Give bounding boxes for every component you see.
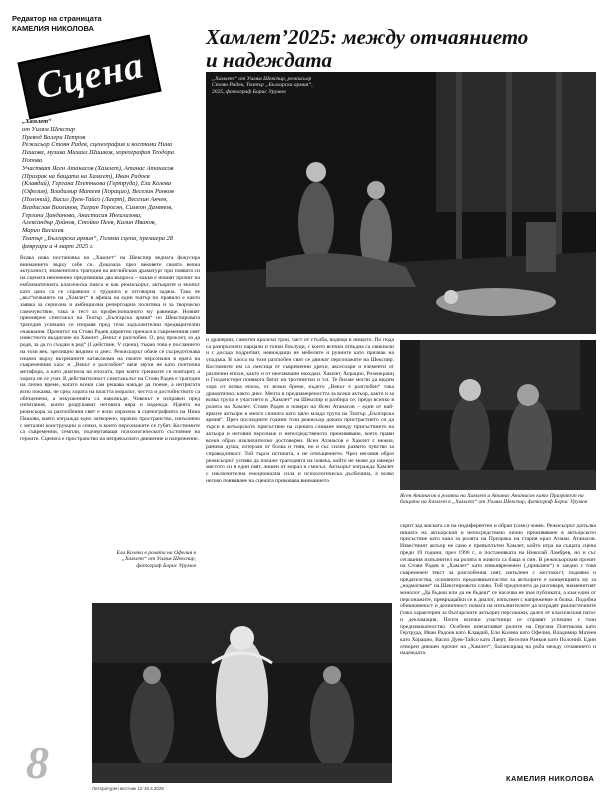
article-column-1: Всяка нова постановка на „Хамлет“ на Шекспир веднага фокусира вниманието върху себе си. Доказала през вековете своята вечна актуалност, знаменитата трагедия на английския драматург при появата си на сцената неизменно предизвиква два въпроса – какъв е новият прочит на емблематичната класическа пиеса и как режисьорът, актьорите и екипът като цяло са се справили с трудната и отговорна задача. Така че „вкл“ючването на „Хамлет“ в афиша на един театър по правило е както заявка за сериозна и амбициозна репертоарна политика и за творческо самочувствие, така и тест за професионалното му равнище. Новият премиерен спектакъл на Театър „Българска армия“ по Шекспировата трагедия успешно се изправя пред тези задължителни предварителни очаквания. Прочитът на Стоян Радев директно пренася в съвременния свят известното въздигане на Хамлет „Векът е разглобен. О, ред проклет, аз да родя, за да го създам в ред“ (I действие, V сцена), тъкмо това е посланието на този век, зрелищно видимо и днес. Режисьорът обаче се съсредоточава изцяло върху вътрешните катаклизми на своите персонажи в ерата на съвременния хаос и „Векът е разглобен“ вече звучи не като поетична метафора, а като диагноза на епохата, при която грешките се повтарят, а хората не се учат. В действителност спектакълът на Стоян Радев е трагедия на лично време, когато всеки сам решава накъде да поеме, а интригата ясно показва, че сред хората на властта моралът, честта и достойнството са обезценени, а изкушенията са навсякъде. Човекът е изправен пред изпитания, които разрушават неговата вяра и надежда. Идеята на режисьора за разглобения свят е ясно изразена в сценографията на Нина Пашова, която изгражда едно затворено, мрачно пространство, изпълнено с метални конструкции и сенки, в които персонажите се губят. Костюмите са съвременни, семпли, подчертаващи психологическото състояние на героите. Сцената е пространство на непрекъснато движение и напрежение. bbox=[20, 255, 200, 442]
photo-ophelia bbox=[92, 603, 392, 783]
headline-line-2: и надеждата bbox=[206, 48, 333, 72]
photo-3-caption: Ели Колева в ролята на Офелия в „Хамлет“ от Уилям Шекспир, фотограф Борис Урумов bbox=[116, 550, 196, 569]
credits-author: от Уилям Шекспир bbox=[22, 125, 75, 133]
photo-2-caption: Ясен Атанасов в ролята на Хамлет и Атанас Атанасов като Призракът на бащата на Хамлет в „Хамлет“ от Уилям Шекспир, фотограф Борис Урумов bbox=[400, 493, 588, 506]
credits-venue: Театър „Българска армия“, Голяма сцена, премиера 28 февруари и 4 март 2025 г. bbox=[22, 234, 173, 250]
editor-role: Редактор на страницата bbox=[12, 14, 102, 23]
publication-footer: Литературен вестник 12-18.3.2025 bbox=[92, 786, 164, 791]
article-column-3: скрит зад маската си на индиферентен и обран (само) човек. Режисьорът допълва нишата на актьорския и непосредствено лично преживяване в актьорското присъствие като канa за ролята на Призрака на стария крал Атанас Атанасов. Известният актьор не само е превъплътен Хамлет, който игра на същата сцена преди 19 години, през 1996 г., в постановката на Николай Ламбрев, но и със сегашния изпълнител на ролята в живота са баща и син. В режисьорския прочит на Стоян Радев в „Хамлет“ като извънвременен („приказен“) и заедно с това съвременен текст за разглобения свят, изпълнен с жестокост, подмяна и предателства, основното предизвикателство за актьорите е концепцията му за „надмогване“ на Шекспировото слово. Той предпочита да разговаря, знаменитият монолог „Да бъдеш или да не бъдеш“ се насочва не към публиката, а към един от персонажите, превръщайки се в диалог, изпълнен с напрежение и болка. Подобна обикновеност и делничност помага на изпълнителите да изградят реалистичните (така характерни за българските актьори) персонажи, далеч от класическия патос и декламация. Почти всички участници се справят успешно с тази предизвикателство. Особено впечатляват ролите на Гергана Плетньова като Гертруда, Иван Радоев като Клавдий, Ели Колева като Офелия, Владимир Матеев като Хорацио, Васил Дуев-Тайсо като Лаерт, Веселин Ранков като Полоний. Един отворен днешен прочит на „Хамлет“, балансиращ на ръба между отчаянието и надеждата. bbox=[400, 523, 596, 657]
photo-1-caption: „Хамлет“ от Уилям Шекспир, режисьор Стоян Радев, Театър „Българска армия“, 2025, фотограф Борис Урумов bbox=[212, 76, 313, 95]
photo-ophelia-graphic bbox=[92, 603, 392, 783]
article-signature: КАМЕЛИЯ НИКОЛОВА bbox=[506, 774, 595, 783]
credits-cast: Участват Ясен Атанасов (Хамлет), Атанас Атанасов (Призрак на бащата на Хамлет), Иван Радоев (Клавдий), Гергана Плетньова (Гертруда), Ели Колева (Офелия), Владимир Матеев (Хорацио), Веселин Ранков (Полоний), Васил Дуев-Тайсо (Лаерт), Веселин Анчев, Владислав Виолинов, Тигран Торосян, Симеон Дамянов, Гергана Данданова, Анастасия Ингилизова, Александър Дойнов, Стойко Пеев, Калин Иванов, Марио Василев. bbox=[22, 164, 174, 235]
article-headline bbox=[206, 26, 596, 72]
stage-photo-main bbox=[206, 72, 596, 334]
photo-hamlet-and-ghost-graphic bbox=[400, 340, 596, 490]
section-logo bbox=[17, 35, 161, 120]
headline-line-1: Хамлет’2025: между отчаянието bbox=[206, 25, 529, 49]
article-column-2: и драперии, самотен кралски трон, част от стълба, водеща в нищото. По пода са разпръснати парцали и тонки боклуци, с които всички отвъдна са свикнали и с досада подритват, невиждащи не мебелите и руините като признак на упадъка. В хаоса на този разглобен свят се движат персонажите на Шекспир. Костюмите им са смесица от съвременни дрехи, аксесоари и елементи от различни епохи, както и от неочаквани находки. Хамлет, Хорацио, Розенкранц и Гилденстерн понякога бягат на тротинетки и т.н. Те бихме могли да видим хора от всяка епоха, от всеки бреме, където „Векът е разглобен“ така драматично, както днес. Мечта и преднамереността за всеки актьор, както и за всяка трупа е участието в „Хамлет“ на Шекспир и разбира се, преди всичко в ролята на Хамлет. Стоян Радев я повери на Ясен Атанасов – един от най-ярките актьори в много силната като цяло млада трупа на Театър „Българска армия“. През последните години този режисьор доказа пристрастието си да търси в актьорското присъствие на сцената сливане между присъствието на актьора и неговия персонаж и непосредственото преживяване, което прави всеки образ изключително достоверен. Ясен Атанасов е Хамлет с нежна, ранима душа, изтерзан от болка и гняв, но и със силно развито чувство за справедливост. Той търси истината, а не отмъщението. Чрез неговия образ режисьорът успява да покаже трагедията на човека, който не може да намери мястото си в един свят, лишен от морал и смисъл. Актьорът изгражда Хамлет с изключителна емоционална сила и психологическа дълбочина, а всяко негово появяване на сцената приковава вниманието. bbox=[206, 337, 394, 484]
stage-photo-main-graphic bbox=[206, 72, 596, 334]
credits-team: Режисьор Стоян Радев, сценография и костюми Нина Пашова, музика Михаил Шишков, хореография Теодора Попова bbox=[22, 141, 174, 164]
editor-name: КАМЕЛИЯ НИКОЛОВА bbox=[12, 24, 94, 33]
credits-translation: Превод Валери Петров bbox=[22, 133, 86, 141]
production-credits bbox=[22, 118, 174, 251]
editor-block bbox=[12, 14, 102, 34]
credits-play: „Хамлет“ bbox=[22, 118, 52, 125]
photo-hamlet-and-ghost bbox=[400, 340, 596, 490]
section-logo-text: Сцена bbox=[32, 44, 148, 108]
page-number: 8 bbox=[26, 737, 49, 788]
